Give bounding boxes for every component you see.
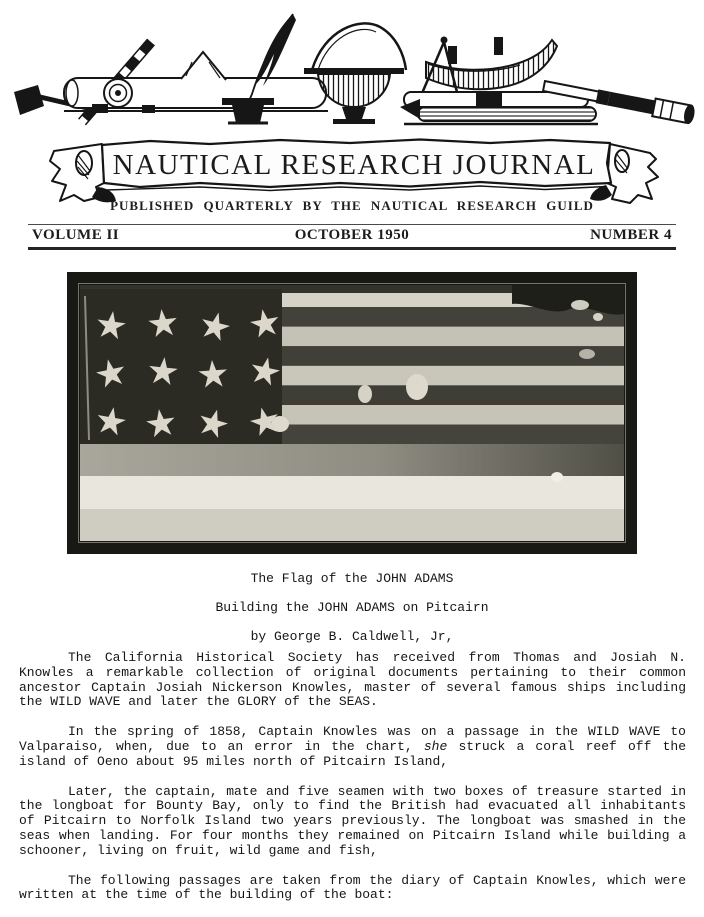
compass-rose-icon	[104, 79, 132, 107]
paragraph-1	[19, 651, 686, 710]
flag-photograph	[67, 272, 637, 554]
paragraph-1-text: The California Historical Society has received from Thomas and Josiah N. Knowles a remarkable collection of original documents pertaining to their common ancestor Captain Josiah Nickerson Knowles, master of several famous ships including the WILD WAVE and later the GLORY of the SEAS.	[19, 650, 686, 710]
paragraph-2	[19, 725, 686, 769]
paragraph-2-post: struck a coral reef off the island of Oeno about 95 miles north of Pitcairn Island,	[19, 738, 686, 769]
issue-info-bar	[28, 224, 676, 250]
paragraph-4-text: The following passages are taken from the diary of Captain Knowles, which were written at the time of the building of the boat:	[19, 872, 686, 903]
gimbaled-compass-icon	[304, 23, 406, 124]
issue-date: OCTOBER 1950	[294, 227, 410, 243]
nautical-collage-illustration	[6, 6, 698, 136]
paragraph-2-pre: In the spring of 1858, Captain Knowles was on a passage in the WILD WAVE to Valparaiso, when, due to an error in the chart,	[19, 724, 686, 754]
paragraph-3-text: Later, the captain, mate and five seamen with two boxes of treasure started in the longboat for Bounty Bay, only to find the British had evacuated all inhabitants of Pitcairn to Norfolk Island two years previously. The longboat was smashed in the seas when landing. For four months they remained on Pitcairn Island while building a schooner, living on fruit, wild game and fish,	[19, 783, 686, 858]
chart-scroll-icon	[64, 52, 328, 113]
paragraph-3	[19, 785, 686, 859]
paragraph-4	[19, 874, 686, 904]
photo-caption: The Flag of the JOHN ADAMS	[250, 571, 454, 586]
caption-block	[0, 571, 704, 658]
number-label: NUMBER 4	[590, 227, 672, 243]
emphasized-word: she	[423, 738, 448, 754]
journal-title: NAUTICAL RESEARCH JOURNAL	[112, 148, 596, 181]
article-body	[19, 651, 686, 917]
journal-subtitle: PUBLISHED QUARTERLY BY THE NAUTICAL RESEARCH GUILD	[110, 198, 594, 213]
volume-label: VOLUME II	[32, 227, 120, 243]
article-title: Building the JOHN ADAMS on Pitcairn	[215, 600, 489, 615]
flag-image	[80, 285, 624, 541]
article-byline: by George B. Caldwell, Jr,	[250, 629, 454, 644]
banner-right-flap	[607, 144, 658, 203]
